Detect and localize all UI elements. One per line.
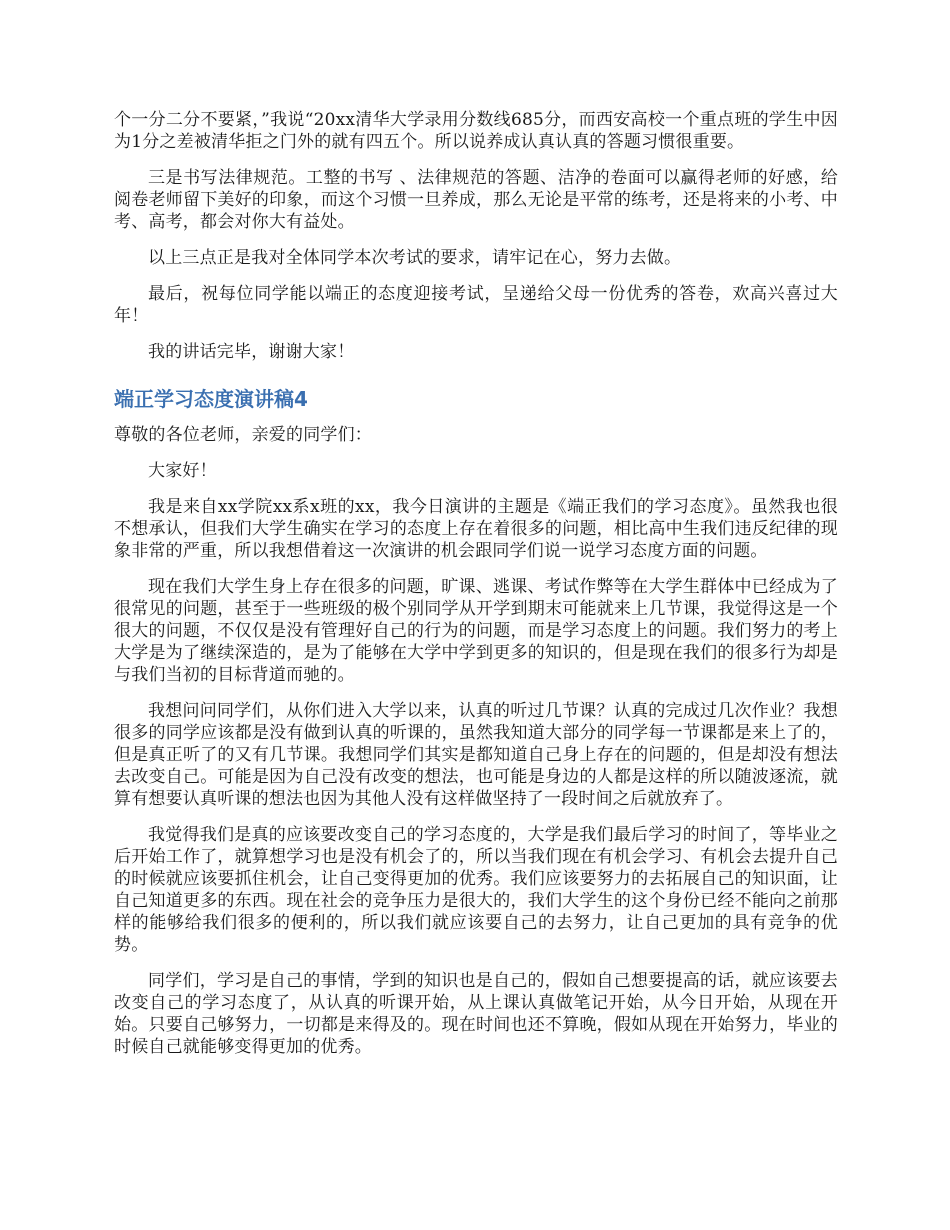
paragraph-continued: 个一分二分不要紧，”我说“20xx清华大学录用分数线685分，而西安高校一个重点班的学生中因为1分之差被清华拒之门外的就有四五个。所以说养成认真认真的答题习惯很重要。 bbox=[114, 110, 838, 152]
section-title: 端正学习态度演讲稿4 bbox=[114, 387, 308, 411]
paragraph: 我的讲话完毕，谢谢大家！ bbox=[148, 342, 355, 362]
paragraph: 我是来自xx学院xx系x班的xx，我今日演讲的主题是《端正我们的学习态度》。虽然我也很不想承认，但我们大学生确实在学习的态度上存在着很多的问题，相比高中生我们违反纪律的现象非常的严重，所以我想借着这一次演讲的机会跟同学们说一说学习态度方面的问题。 bbox=[114, 497, 838, 561]
paragraph: 以上三点正是我对全体同学本次考试的要求，请牢记在心，努力去做。 bbox=[148, 248, 682, 268]
paragraph: 我想问问同学们，从你们进入大学以来，认真的听过几节课？认真的完成过几次作业？我想很多的同学应该都是没有做到认真的听课的，虽然我知道大部分的同学每一节课都是来上了的，但是真正听了的又有几节课。我想同学们其实是都知道自己身上存在的问题的，但是却没有想法去改变自己。可能是因为自己没有改变的想法，也可能是身边的人都是这样的所以随波逐流，就算有想要认真听课的想法也因为其他人没有这样做坚持了一段时间之后就放弃了。 bbox=[114, 701, 838, 809]
paragraph: 现在我们大学生身上存在很多的问题，旷课、逃课、考试作弊等在大学生群体中已经成为了很常见的问题，甚至于一些班级的极个别同学从开学到期末可能就来上几节课，我觉得这是一个很大的问题，不仅仅是没有管理好自己的行为的问题，而是学习态度上的问题。我们努力的考上大学是为了继续深造的，是为了能够在大学中学到更多的知识的，但是现在我们的很多行为却是与我们当初的目标背道而驰的。 bbox=[114, 577, 838, 685]
paragraph: 同学们，学习是自己的事情，学到的知识也是自己的，假如自己想要提高的话，就应该要去改变自己的学习态度了，从认真的听课开始，从上课认真做笔记开始，从今日开始，从现在开始。只要自己够努力，一切都是来得及的。现在时间也还不算晚，假如从现在开始努力，毕业的时候自己就能够变得更加的优秀。 bbox=[114, 971, 838, 1057]
paragraph: 三是书写法律规范。工整的书写 、法律规范的答题、洁净的卷面可以赢得老师的好感，给阅卷老师留下美好的印象，而这个习惯一旦养成，那么无论是平常的练考，还是将来的小考、中考、高考，都会对你大有益处。 bbox=[114, 168, 838, 232]
greeting: 大家好！ bbox=[148, 461, 217, 481]
paragraph: 我觉得我们是真的应该要改变自己的学习态度的，大学是我们最后学习的时间了，等毕业之后开始工作了，就算想学习也是没有机会了的，所以当我们现在有机会学习、有机会去提升自己的时候就应该要抓住机会，让自己变得更加的优秀。我们应该要努力的去拓展自己的知识面，让自己知道更多的东西。现在社会的竞争压力是很大的，我们大学生的这个身份已经不能向之前那样的能够给我们很多的便利的，所以我们就应该要自己的去努力，让自己更加的具有竞争的优势。 bbox=[114, 825, 838, 955]
paragraph: 最后，祝每位同学能以端正的态度迎接考试，呈递给父母一份优秀的答卷，欢高兴喜过大年！ bbox=[114, 284, 838, 326]
salutation: 尊敬的各位老师，亲爱的同学们： bbox=[114, 425, 372, 445]
